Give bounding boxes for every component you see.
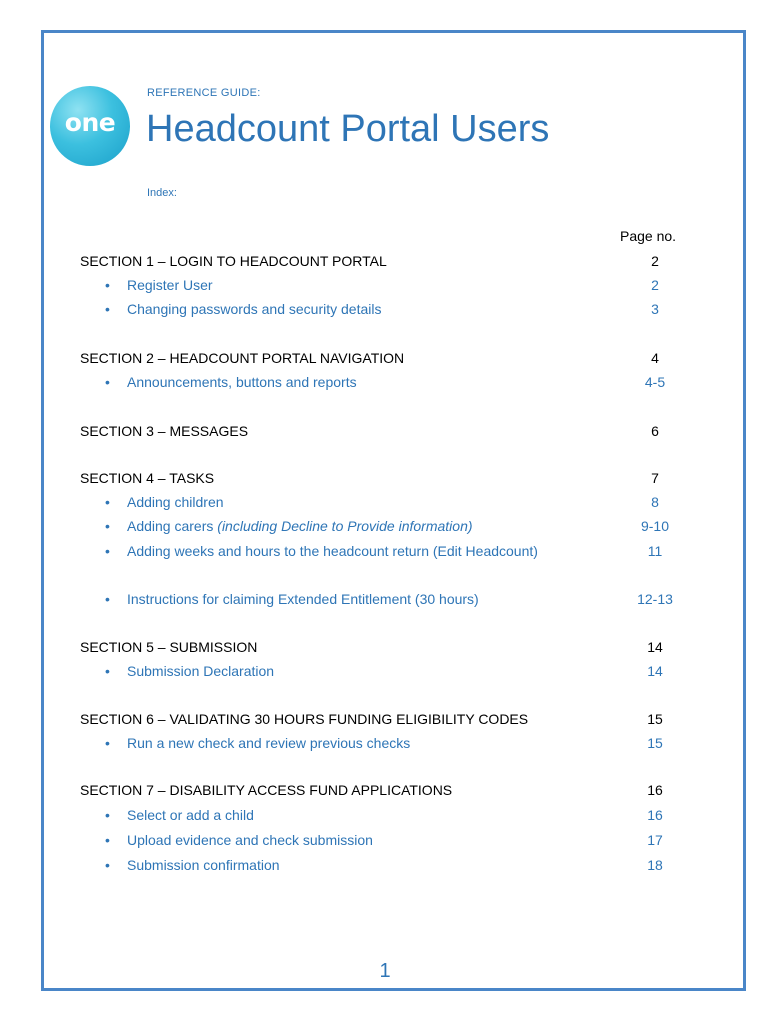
item-page: 4-5 xyxy=(644,374,666,390)
reference-guide-label: REFERENCE GUIDE: xyxy=(147,87,261,99)
item-page: 14 xyxy=(647,663,663,679)
section-page: 14 xyxy=(647,639,663,655)
item-text: Upload evidence and check submission xyxy=(127,832,373,848)
bullet-icon: • xyxy=(105,735,110,751)
section-title: SECTION 1 – LOGIN TO HEADCOUNT PORTAL xyxy=(80,253,387,269)
item-text: Run a new check and review previous checks xyxy=(127,735,411,751)
section-title: SECTION 2 – HEADCOUNT PORTAL NAVIGATION xyxy=(80,350,405,366)
item-text: Adding weeks and hours to the headcount return (Edit Headcount) xyxy=(127,543,538,559)
item-page: 3 xyxy=(651,301,659,317)
bullet-icon: • xyxy=(105,832,110,848)
bullet-icon: • xyxy=(105,518,110,534)
item-text: Announcements, buttons and reports xyxy=(127,374,357,390)
section-page: 6 xyxy=(651,423,659,439)
item-text: Adding children xyxy=(127,494,224,510)
bullet-icon: • xyxy=(105,374,110,390)
section-title: SECTION 3 – MESSAGES xyxy=(80,423,249,439)
item-text: Changing passwords and security details xyxy=(127,301,382,317)
item-page: 11 xyxy=(647,543,663,559)
bullet-icon: • xyxy=(105,807,110,823)
item-page: 9-10 xyxy=(640,518,670,534)
section-page: 15 xyxy=(647,711,663,727)
one-logo xyxy=(50,86,130,166)
section-page: 7 xyxy=(651,470,659,486)
section-page: 16 xyxy=(647,782,663,798)
item-text-main: Adding carers xyxy=(127,518,214,534)
item-page: 17 xyxy=(647,832,663,848)
index-label: Index: xyxy=(147,187,177,199)
logo-text: one xyxy=(64,108,116,137)
bullet-icon: • xyxy=(105,591,110,607)
bullet-icon: • xyxy=(105,277,110,293)
section-title: SECTION 6 – VALIDATING 30 HOURS FUNDING ELIGIBILITY CODES xyxy=(80,711,529,727)
item-page: 15 xyxy=(647,735,663,751)
item-text: Select or add a child xyxy=(127,807,254,823)
section-title: SECTION 5 – SUBMISSION xyxy=(80,639,258,655)
item-text: Submission Declaration xyxy=(127,663,275,679)
item-text xyxy=(127,516,567,536)
item-text-italic: (including Decline to Provide information) xyxy=(213,518,473,534)
bullet-icon: • xyxy=(105,301,110,317)
item-page: 16 xyxy=(647,807,663,823)
footer-page-number: 1 xyxy=(379,960,391,982)
item-text: Register User xyxy=(127,277,213,293)
page-number-column-header: Page no. xyxy=(620,228,677,244)
item-page: 18 xyxy=(647,857,663,873)
section-page: 2 xyxy=(651,253,659,269)
item-page: 8 xyxy=(651,494,659,510)
item-text: Submission confirmation xyxy=(127,857,280,873)
bullet-icon: • xyxy=(105,494,110,510)
bullet-icon: • xyxy=(105,857,110,873)
bullet-icon: • xyxy=(105,543,110,559)
section-title: SECTION 7 – DISABILITY ACCESS FUND APPLICATIONS xyxy=(80,782,453,798)
item-page: 12-13 xyxy=(637,591,673,607)
page-title: Headcount Portal Users xyxy=(146,108,550,150)
section-page: 4 xyxy=(651,350,659,366)
bullet-icon: • xyxy=(105,663,110,679)
item-text: Instructions for claiming Extended Entitlement (30 hours) xyxy=(127,591,479,607)
section-title: SECTION 4 – TASKS xyxy=(80,470,215,486)
item-page: 2 xyxy=(651,277,659,293)
